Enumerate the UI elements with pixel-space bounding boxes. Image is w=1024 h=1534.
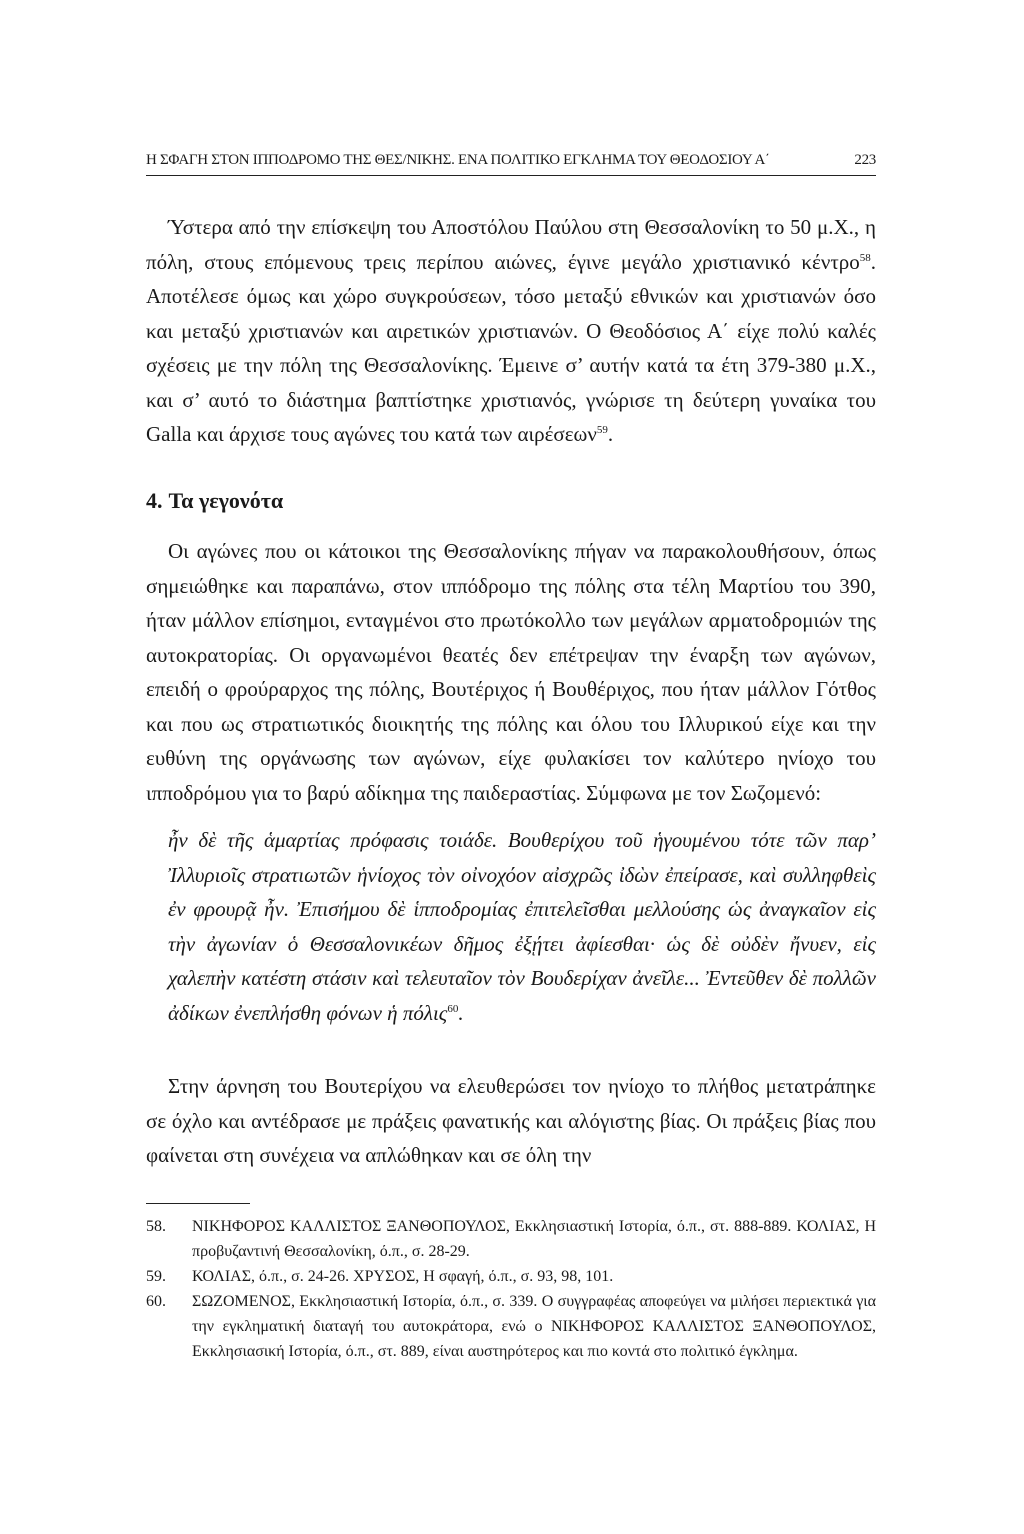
footnote-59 bbox=[146, 1264, 876, 1289]
footnote-ref-58[interactable]: 58 bbox=[859, 251, 871, 264]
paragraph-intro-text-a: Ύστερα από την επίσκεψη του Αποστόλου Παύλου στη Θεσσαλονίκη το 50 μ.Χ., η πόλη, στους επόμενους τρεις περίπου αιώνες, έγινε μεγάλο χριστιανικό κέντρο bbox=[146, 215, 876, 274]
page-number: 223 bbox=[854, 152, 876, 168]
footnote-58 bbox=[146, 1214, 876, 1264]
paragraph-aftermath: Στην άρνηση του Βουτερίχου να ελευθερώσει τον ηνίοχο το πλήθος μετατράπηκε σε όχλο και αντέδρασε με πράξεις φανατικής και αλόγιστης βίας. Οι πράξεις βίας που φαίνεται στη συνέχεια να απλώθηκαν και σε όλη την bbox=[146, 1074, 876, 1167]
quote-end: . bbox=[458, 1000, 464, 1025]
footnote-ref-60[interactable]: 60 bbox=[447, 1002, 459, 1015]
footnote-text: ΝΙΚΗΦΟΡΟΣ ΚΑΛΛΙΣΤΟΣ ΞΑΝΘΟΠΟΥΛΟΣ, Εκκλησιαστική Ιστορία, ό.π., στ. 888-889. ΚΟΛΙΑΣ, Η προβυζαντινή Θεσσαλονίκη, ό.π., σ. 28-29. bbox=[192, 1218, 876, 1260]
paragraph-intro-text-c: . bbox=[607, 422, 614, 446]
paragraph-events: Οι αγώνες που οι κάτοικοι της Θεσσαλονίκης πήγαν να παρακολουθήσουν, όπως σημειώθηκε και παραπάνω, στον ιππόδρομο της πόλης στα τέλη Μαρτίου του 390, ήταν μάλλον επίσημοι, ενταγμένοι στο πρωτόκολλο των μεγάλων αρματοδρομιών της αυτοκρατορίας. Οι οργανωμένοι θεατές δεν επέτρεψαν την έναρξη των αγώνων, επειδή ο φρούραρχος της πόλης, Βουτέριχος ή Βουθέριχος, που ήταν μάλλον Γότθος και που ως στρατιωτικός διοικητής της πόλης και όλου του Ιλλυρικού είχε και την ευθύνη της οργάνωσης των αγώνων, είχε φυλακίσει τον καλύτερο ηνίοχο του ιπποδρόμου για το βαρύ αδίκημα της παιδεραστίας. Σύμφωνα με τον Σωζομενό: bbox=[146, 539, 876, 805]
section-heading bbox=[146, 488, 283, 514]
footnotes-list bbox=[146, 1214, 876, 1364]
quote-text: ἦν δὲ τῆς ἁμαρτίας πρόφασις τοιάδε. Βουθερίχου τοῦ ἡγουμένου τότε τῶν παρ’ Ἰλλυριοῖς στρατιωτῶν ἡνίοχος τὸν οἰνοχόον αἰσχρῶς ἰδὼν ἐπείρασε, καὶ συλληφθεὶς ἐν φρουρᾷ ἦν. Ἐπισήμου δὲ ἱπποδρομίας ἐπιτελεῖσθαι μελλούσης ὡς ἀναγκαῖον εἰς τὴν ἀγωνίαν ὁ Θεσσαλονικέων δῆμος ἐξῄτει ἀφίεσθαι· ὡς δὲ οὐδὲν ἤνυεν, εἰς χαλεπὴν κατέστη στάσιν καὶ τελευταῖον τὸν Βουδερίχαν ἀνεῖλε... Ἐντεῦθεν δὲ πολλῶν ἀδίκων ἐνεπλήσθη φόνων ἡ πόλις bbox=[168, 828, 876, 1025]
footnote-number: 60. bbox=[146, 1293, 166, 1310]
footnote-text: ΚΟΛΙΑΣ, ό.π., σ. 24-26. ΧΡΥΣΟΣ, Η σφαγή, ό.π., σ. 93, 98, 101. bbox=[192, 1268, 614, 1285]
section-title: Τα γεγονότα bbox=[168, 488, 284, 513]
footnote-60 bbox=[146, 1289, 876, 1364]
sozomenos-quote bbox=[168, 823, 876, 1030]
running-title: Η ΣΦΑΓΗ ΣΤΟΝ ΙΠΠΟΔΡΟΜΟ ΤΗΣ ΘΕΣ/ΝΙΚΗΣ. ΕΝΑ ΠΟΛΙΤΙΚΟ ΕΓΚΛΗΜΑ ΤΟΥ ΘΕΟΔΟΣΙΟΥ Α΄ bbox=[146, 152, 770, 168]
section-number: 4. bbox=[146, 488, 163, 513]
running-header bbox=[146, 152, 876, 176]
footnote-ref-59[interactable]: 59 bbox=[596, 424, 608, 436]
footnote-text: ΣΩΖΟΜΕΝΟΣ, Εκκλησιαστική Ιστορία, ό.π., σ. 339. Ο συγγραφέας αποφεύγει να μιλήσει περιεκτικά για την εγκληματική διαταγή του αυτοκράτορα, ενώ ο ΝΙΚΗΦΟΡΟΣ ΚΑΛΛΙΣΤΟΣ ΞΑΝΘΟΠΟΥΛΟΣ, Εκκλησιασική Ιστορία, ό.π., στ. 889, είναι αυστηρότερος και πιο κοντά στο πολιτικό έγκλημα. bbox=[192, 1293, 876, 1360]
paragraph-intro-text-b: . Αποτέλεσε όμως και χώρο συγκρούσεων, τόσο μεταξύ εθνικών και χριστιανών όσο και μεταξύ χριστιανών και αιρετικών χριστιανών. Ο Θεοδόσιος Α΄ είχε πολύ καλές σχέσεις με την πόλη της Θεσσαλονίκης. Έμεινε σ’ αυτήν κατά τα έτη 379-380 μ.Χ., και σ’ αυτό το διάστημα βαπτίστηκε χριστιανός, γνώρισε τη δεύτερη γυναίκα του Galla και άρχισε τους αγώνες του κατά των αιρέσεων bbox=[146, 249, 876, 446]
footnote-number: 58. bbox=[146, 1218, 166, 1235]
paragraph-intro bbox=[146, 210, 876, 452]
footnote-separator bbox=[146, 1203, 250, 1204]
footnote-number: 59. bbox=[146, 1268, 166, 1285]
